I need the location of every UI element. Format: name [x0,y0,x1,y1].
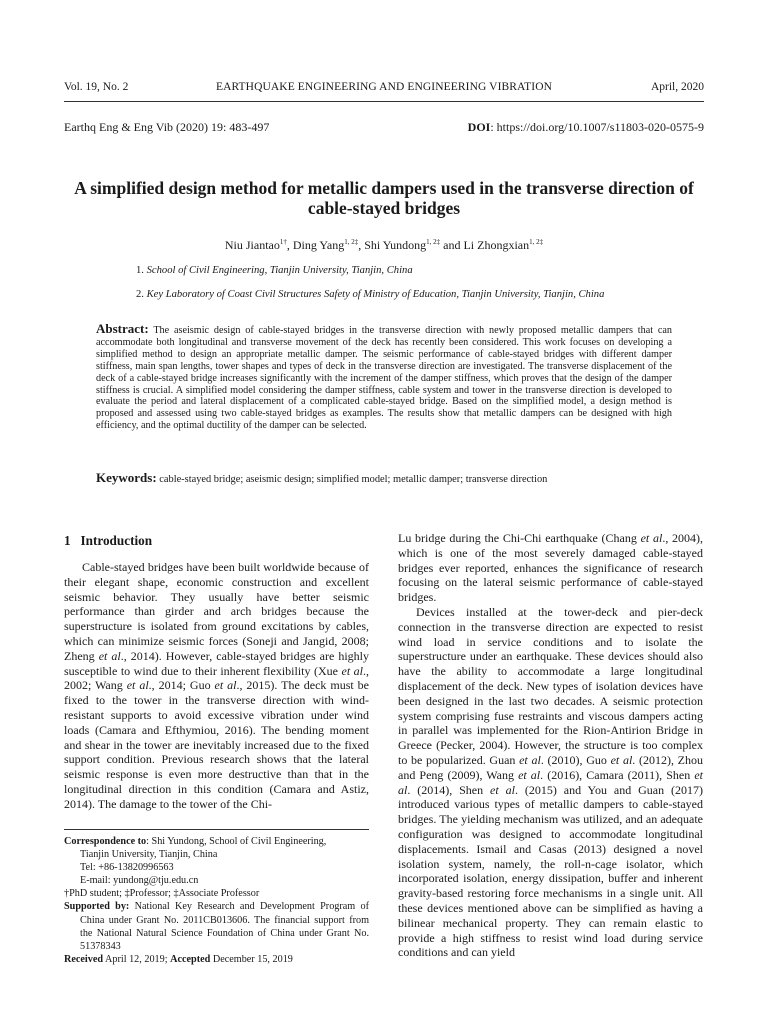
running-header [64,81,704,97]
doi-label: DOI [467,120,491,134]
affiliation-text: Key Laboratory of Coast Civil Structures Safety of Ministry of Education, Tianjin University, Tianjin, China [143,289,605,300]
doi-line [468,120,704,135]
intro-paragraph-1: Cable-stayed bridges have been built worldwide because of their elegant shape, economic construction and excellent seismic behavior. They usually have better seismic performance than girder and arch bridges because the superstructure is isolated from ground excitations by cables, which can minimize seismic forces (Soneji and Jangid, 2008; Zheng et al., 2014). However, cable-stayed bridges are highly susceptible to wind due to their inherent flexibility (Xue et al., 2002; Wang et al., 2014; Guo et al., 2015). The deck must be fixed to the tower in the transverse direction with wind-resistant supports to avoid excessive vibration under wind loads (Camara and Efthymiou, 2016). The bending moment and shear in the tower are inevitably increased due to the fixed support condition. Previous research shows that the lateral seismic response is even more destructive than that in the longitudinal direction in this condition (Camara and Astiz, 2014). The damage to the tower of the Chi- [64,560,370,811]
issue-date: April, 2020 [650,81,704,93]
footnotes [64,835,369,966]
right-column [398,531,703,960]
correspondence: Correspondence to: Shi Yundong, School of Civil Engineering, [64,836,327,847]
correspondence-address: Tianjin University, Tianjin, China [80,849,218,861]
author-affiliation-mark: 1, 2‡ [344,238,359,246]
paper-title: A simplified design method for metallic dampers used in the transverse direction of cable-stayed bridges [74,178,694,218]
author-name: Niu Jiantao [224,238,280,252]
abstract-text: The aseismic design of cable-stayed bridges in the transverse direction with newly proposed metallic dampers that can accommodate both longitudinal and transverse movement of the deck has recently been considered. This work focuses on developing a simplified method to design an appropriate metallic damper. The seismic performance of cable-stayed bridges with different damper stiffness, main span lengths, tower shapes and types of deck in the transverse direction are investigated. The transverse displacement of the deck of a cable-stayed bridge increases significantly with the increment of the damper stiffness, which proves that the design of the damper stiffness is crucial. A simplified model considering the damper stiffness, cable system and tower in the transverse direction is developed to evaluate the period and lateral displacement of a complicated cable-stayed bridge. Based on the simplified model, a design method is proposed and assessed using two cable-stayed bridges as examples. The results show that metallic dampers can be designed with high efficiency, and the optimal ductility of the damper can be selected. [96,325,672,432]
correspondence-email[interactable]: E-mail: yundong@tju.edu.cn [80,875,199,887]
affiliation-number: 1. [136,265,144,276]
section-title: Introduction [80,533,153,548]
author-affiliation-mark: 1, 2‡ [426,238,441,246]
keywords-label: Keywords: [96,470,157,485]
keywords [96,470,672,486]
dates: Received April 12, 2019; Accepted December 15, 2019 [64,953,293,965]
journal-citation: Earthq Eng & Eng Vib (2020) 19: 483-497 [64,120,270,134]
author-roles: †PhD student; ‡Professor; ‡Associate Professor [64,888,260,900]
intro-paragraph-2: Devices installed at the tower-deck and pier-deck connection in the transverse direction are expected to resist wind load in service conditions and to isolate the superstructure under an earthquake. These devices should also have the ability to accommodate a large longitudinal displacement of the deck. New types of isolation devices have been designed in the last two decades. A seismic protection system comprising fuse restraints and viscous dampers acting in parallel was implemented for the Rion-Antirion Bridge in Greece (Pecker, 2004). However, the structure is too complex to be popularized. Guan et al. (2010), Guo et al. (2012), Zhou and Peng (2009), Wang et al. (2016), Camara (2011), Shen et al. (2014), Shen et al. (2015) and You and Guan (2017) introduced various types of metallic dampers to cable-stayed bridges. The yielding mechanism was utilized, and an adequate configuration was designed to accommodate longitudinal displacements. Ismail and Casas (2013) designed a novel isolation system, namely, the roll-n-cage isolator, which incorporated isolation, energy dissipation, buffer and inherent gravity-based restoring force mechanisms in a single unit. All these devices mentioned above can be simplified as having a bilinear mechanical property. They can remain elastic to provide a high stiffness to resist wind load during service conditions and can yield [398,604,704,960]
author-list [64,238,704,253]
funding: Supported by: National Key Research and Development Program of China under Grant No. 2011CB013606. The financial support from the National Natural Science Foundation of China under Grant No. 51378343 [64,901,370,952]
intro-paragraph-1-cont: Lu bridge during the Chi-Chi earthquake (Chang et al., 2004), which is one of the most severely damaged cable-stayed bridges ever reported, enhances the significance of research focusing on the lateral seismic performance of cable-stayed bridges. [398,531,704,605]
author-affiliation-mark: 1† [279,238,287,246]
author-name: , Ding Yang [286,238,345,252]
affiliation-2 [136,289,604,300]
footnote-rule [64,829,369,830]
left-column [64,560,369,812]
header-rule [64,101,704,102]
abstract-label: Abstract: [96,321,149,336]
correspondence-phone: Tel: +86-13820996563 [80,862,174,874]
affiliation-1 [136,265,413,276]
affiliation-text: School of Civil Engineering, Tianjin University, Tianjin, China [143,265,413,276]
affiliation-number: 2. [136,289,144,300]
keywords-text: cable-stayed bridge; aseismic design; simplified model; metallic damper; transverse direction [156,474,548,485]
volume-issue: Vol. 19, No. 2 [64,81,129,93]
section-number: 1 [64,533,71,548]
journal-name: EARTHQUAKE ENGINEERING AND ENGINEERING VIBRATION [215,81,553,93]
doi-link[interactable]: : https://doi.org/10.1007/s11803-020-0575-9 [490,120,704,134]
abstract [96,323,672,432]
author-name: , Shi Yundong [358,238,427,252]
section-heading [64,533,152,549]
author-affiliation-mark: 1, 2‡ [529,238,544,246]
author-name: and Li Zhongxian [440,238,530,252]
